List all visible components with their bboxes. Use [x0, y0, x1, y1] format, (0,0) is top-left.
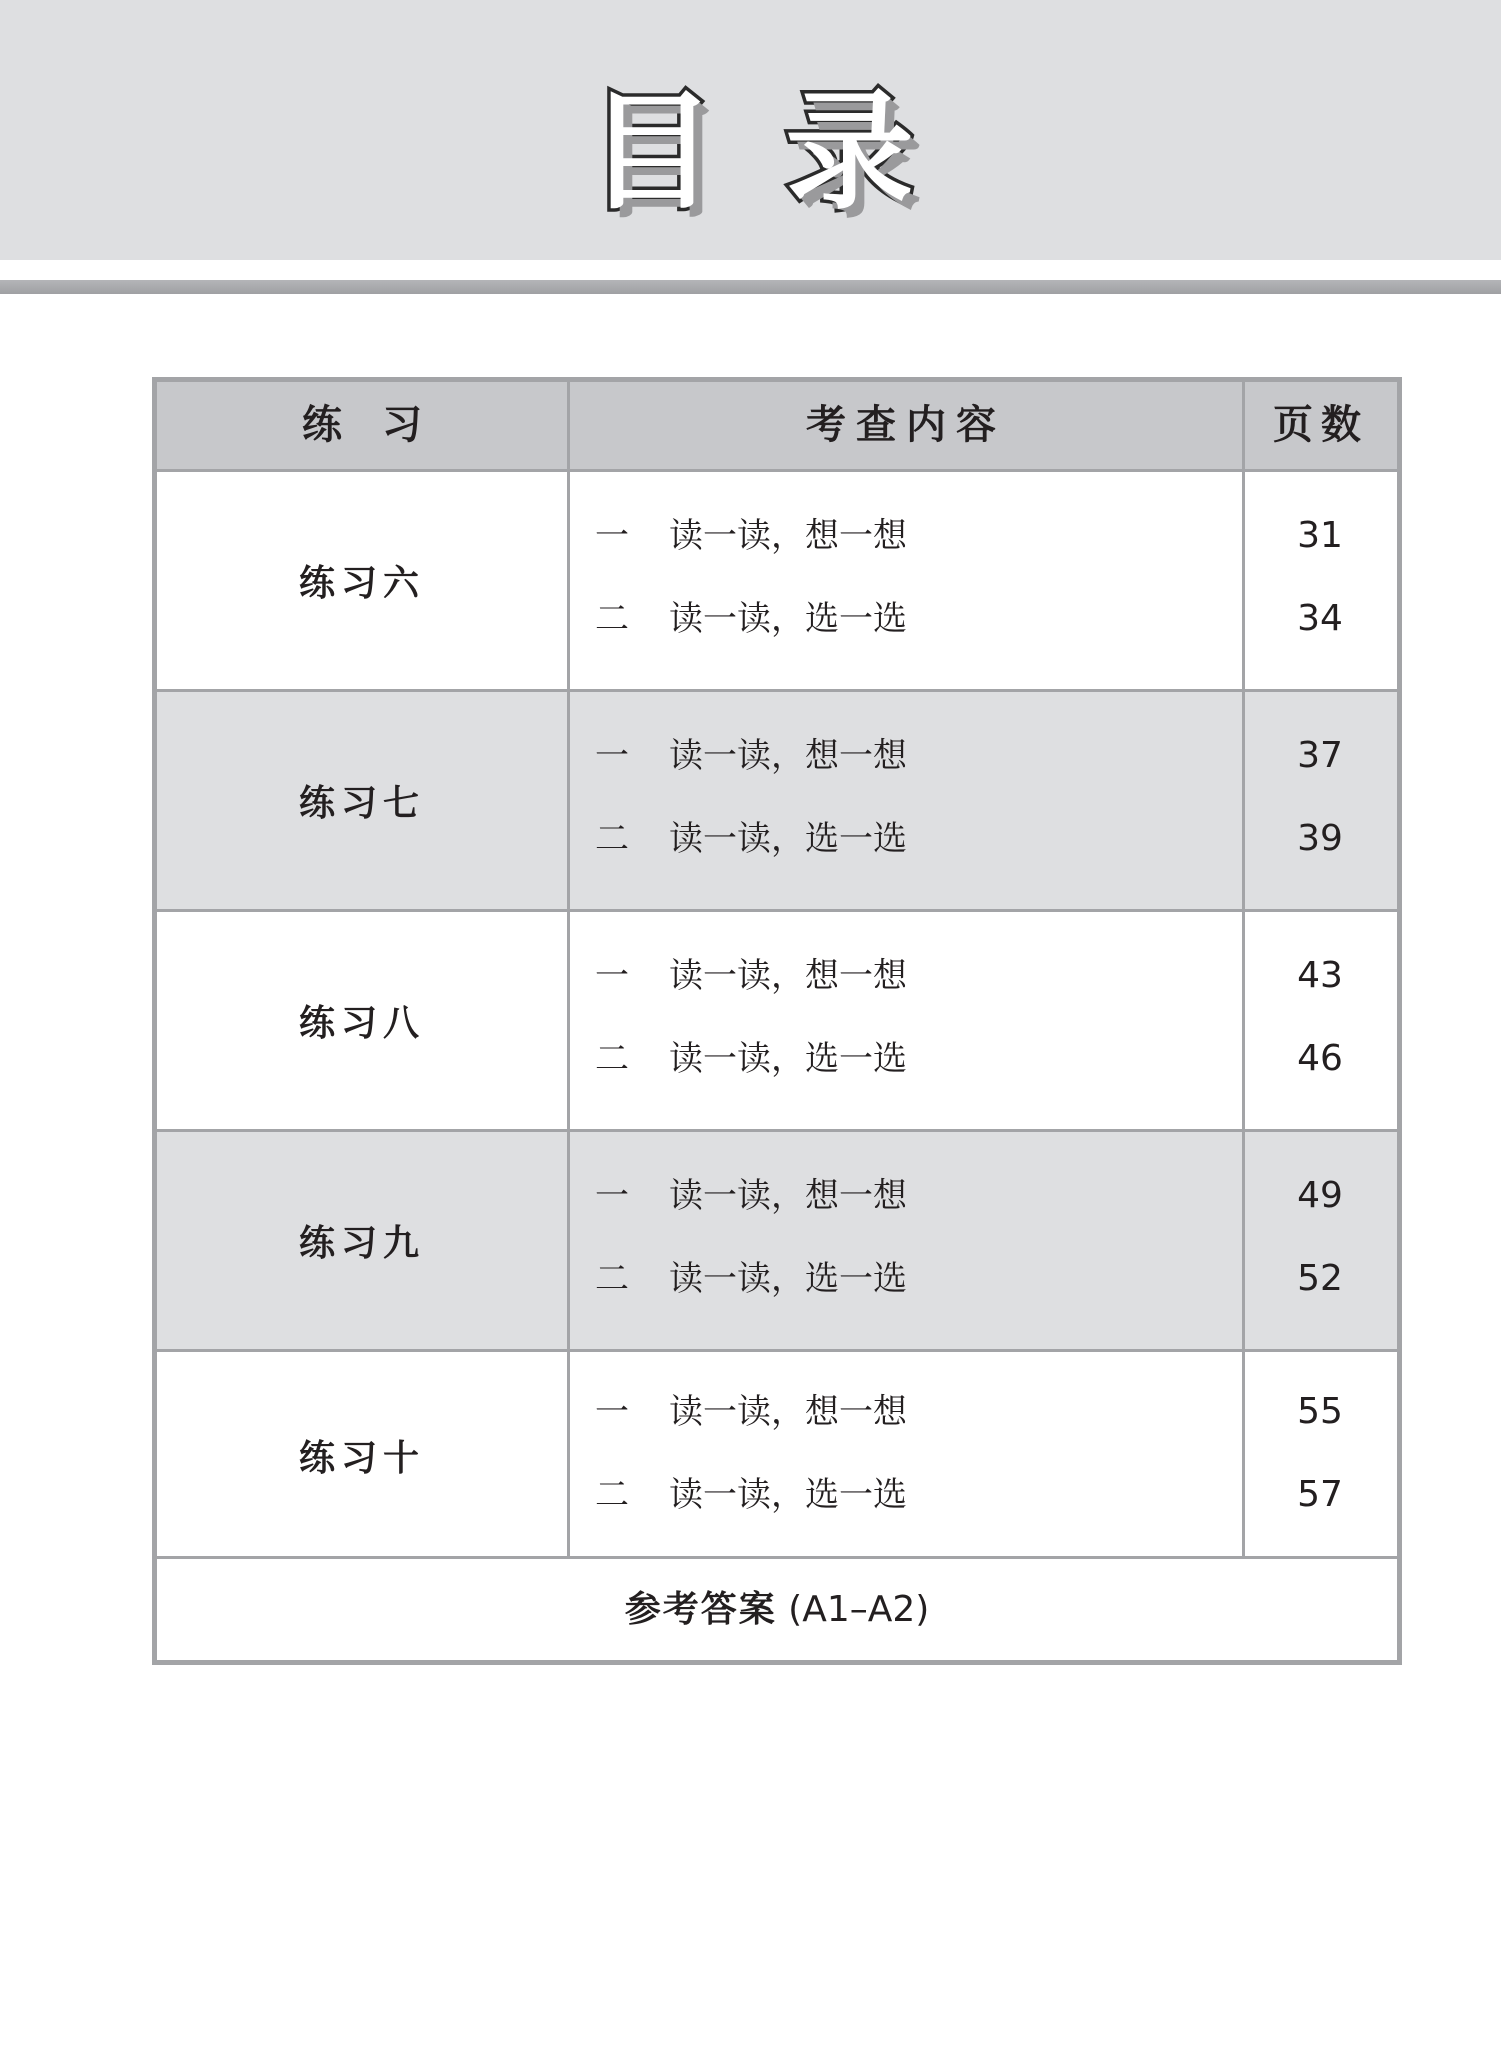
page-number: 55 — [1297, 1391, 1343, 1432]
item-number: 一 — [595, 516, 629, 556]
item-number: 一 — [595, 1392, 629, 1432]
item-title: 读一读，想一想 — [669, 736, 907, 776]
table-row — [157, 912, 1397, 1129]
column-divider — [1242, 382, 1245, 1559]
content-item — [595, 1039, 907, 1079]
content-item — [595, 516, 907, 556]
content-item — [595, 599, 907, 639]
row-divider — [157, 469, 1397, 472]
content-item — [595, 819, 907, 859]
page-number: 39 — [1297, 818, 1343, 859]
exercise-name: 练习九 — [298, 1223, 425, 1264]
content-item — [595, 956, 907, 996]
row-divider — [157, 1349, 1397, 1352]
item-title: 读一读，选一选 — [669, 1259, 907, 1299]
page-number: 37 — [1297, 735, 1343, 776]
contents-grid — [157, 382, 1397, 1660]
table-row — [157, 472, 1397, 689]
content-item — [595, 736, 907, 776]
exercise-name: 练习六 — [298, 563, 425, 604]
page-number: 31 — [1297, 515, 1343, 556]
item-title: 读一读，想一想 — [669, 956, 907, 996]
table-row — [157, 1132, 1397, 1349]
page-number: 49 — [1297, 1175, 1343, 1216]
row-divider — [157, 909, 1397, 912]
page-number: 43 — [1297, 955, 1343, 996]
answer-key-label: 参考答案 — [624, 1589, 777, 1630]
header-exercise: 练 习 — [302, 402, 422, 448]
header-divider — [0, 280, 1501, 294]
item-number: 二 — [595, 819, 629, 859]
item-number: 二 — [595, 1039, 629, 1079]
page-number: 34 — [1297, 598, 1343, 639]
page-number: 46 — [1297, 1038, 1343, 1079]
item-title: 读一读，选一选 — [669, 1475, 907, 1515]
item-title: 读一读，想一想 — [669, 516, 907, 556]
item-number: 二 — [595, 599, 629, 639]
contents-table — [152, 377, 1402, 1665]
row-divider — [157, 1129, 1397, 1132]
content-item — [595, 1392, 907, 1432]
item-number: 二 — [595, 1475, 629, 1515]
header-pages: 页数 — [1273, 402, 1369, 448]
exercise-name: 练习十 — [298, 1438, 425, 1479]
item-number: 一 — [595, 956, 629, 996]
item-title: 读一读，选一选 — [669, 819, 907, 859]
row-divider — [157, 689, 1397, 692]
exercise-name: 练习七 — [298, 783, 425, 824]
table-row — [157, 692, 1397, 909]
page-number: 52 — [1297, 1258, 1343, 1299]
exercise-name: 练习八 — [298, 1003, 425, 1044]
item-title: 读一读，想一想 — [669, 1176, 907, 1216]
answer-key — [157, 1559, 1397, 1660]
answer-key-row — [157, 1559, 1397, 1660]
table-row — [157, 1352, 1397, 1559]
item-title: 读一读，选一选 — [669, 599, 907, 639]
content-item — [595, 1475, 907, 1515]
header-content: 考查内容 — [806, 402, 1006, 448]
page-title: 目录 — [587, 78, 984, 227]
item-title: 读一读，选一选 — [669, 1039, 907, 1079]
item-number: 一 — [595, 736, 629, 776]
item-title: 读一读，想一想 — [669, 1392, 907, 1432]
answer-key-range: (A1–A2) — [788, 1589, 930, 1630]
item-number: 二 — [595, 1259, 629, 1299]
content-item — [595, 1259, 907, 1299]
item-number: 一 — [595, 1176, 629, 1216]
page-number: 57 — [1297, 1474, 1343, 1515]
content-item — [595, 1176, 907, 1216]
column-divider — [567, 382, 570, 1559]
